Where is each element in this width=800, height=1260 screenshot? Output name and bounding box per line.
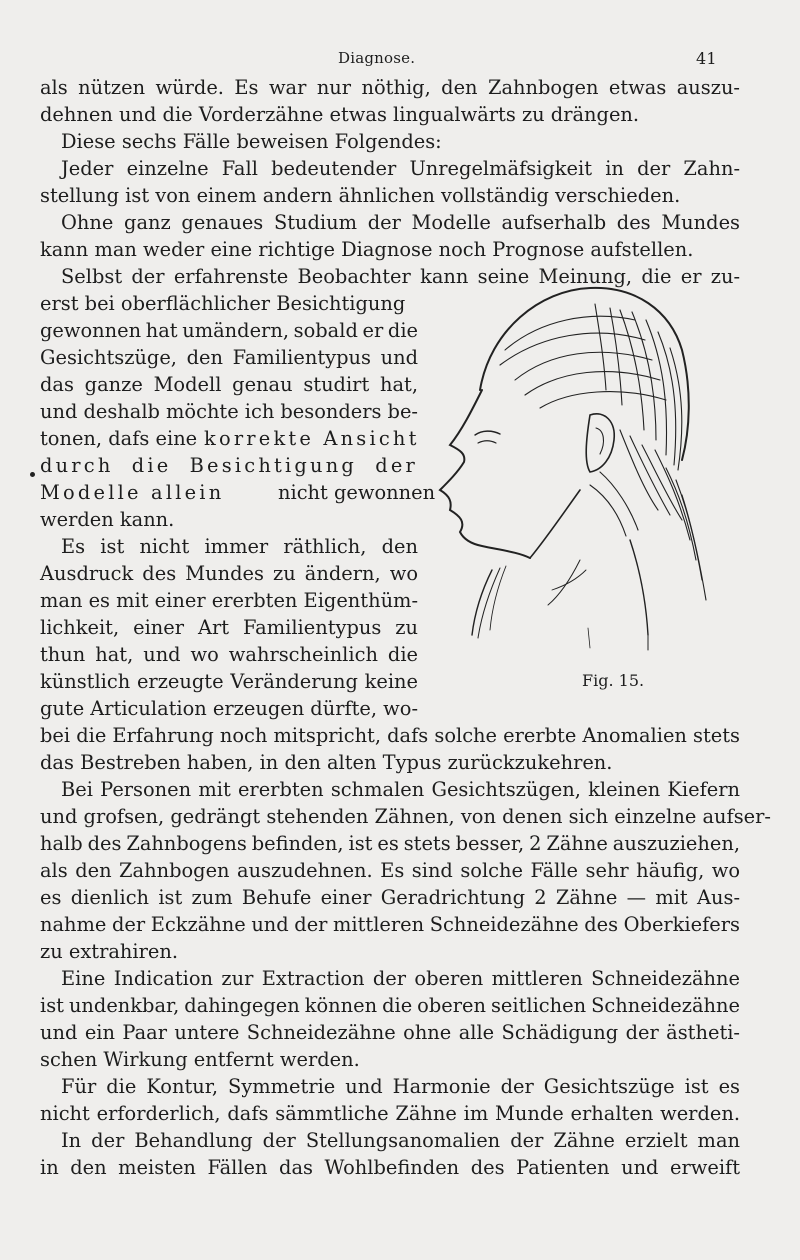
head-profile-illustration [420, 240, 720, 680]
text-line: und ein Paar untere Schneidezähne ohne alle Schädigung der ästheti- [40, 1021, 740, 1044]
text-line: schen Wirkung entfernt werden. [40, 1048, 360, 1071]
text-line: durch die Besichtigung der [40, 454, 418, 477]
text-line: tonen, dafs eine [40, 427, 198, 450]
text-line: dehnen und die Vorderzähne etwas lingualwärts zu drängen. [40, 103, 640, 126]
text-line: Ohne ganz genaues Studium der Modelle aufserhalb des Mundes [61, 211, 740, 234]
text-line: nahme der Eckzähne und der mittleren Schneidezähne des Oberkiefers [40, 913, 740, 936]
text-line: nicht gewonnen [278, 481, 436, 504]
text-line: in den meisten Fällen das Wohlbefinden des Patienten und erweift [40, 1156, 740, 1179]
text-line: es dienlich ist zum Behufe einer Geradrichtung 2 Zähne — mit Aus- [40, 886, 740, 909]
text-line: zu extrahiren. [40, 940, 178, 963]
text-line: werden kann. [40, 508, 175, 531]
text-line: das ganze Modell genau studirt hat, [40, 373, 418, 396]
text-line: Bei Personen mit ererbten schmalen Gesichtszügen, kleinen Kiefern [61, 778, 740, 801]
text-line: und deshalb möchte ich besonders be- [40, 400, 418, 423]
text-line: erst bei oberflächlicher Besichtigung [40, 292, 406, 315]
figure-caption: Fig. 15. [582, 671, 645, 690]
text-line: das Bestreben haben, in den alten Typus zurückzukehren. [40, 751, 613, 774]
margin-dot [30, 472, 35, 477]
text-line: Jeder einzelne Fall bedeutender Unregelmäfsigkeit in der Zahn- [61, 157, 740, 180]
text-line: thun hat, und wo wahrscheinlich die [40, 643, 418, 666]
text-line: stellung ist von einem andern ähnlichen vollständig verschieden. [40, 184, 681, 207]
text-line: nicht erforderlich, dafs sämmtliche Zähne im Munde erhalten werden. [40, 1102, 740, 1125]
text-line: Selbst der erfahrenste Beobachter kann seine Meinung, die er zu- [61, 265, 740, 288]
text-line: Für die Kontur, Symmetrie und Harmonie der Gesichtszüge ist es [61, 1075, 740, 1098]
text-line: Es ist nicht immer räthlich, den [61, 535, 418, 558]
text-line: und grofsen, gedrängt stehenden Zähnen, von denen sich einzelne aufser- [40, 805, 771, 828]
text-line: Diese sechs Fälle beweisen Folgendes: [61, 130, 442, 153]
text-line: Gesichtszüge, den Familientypus und [40, 346, 418, 369]
text-line: In der Behandlung der Stellungsanomalien der Zähne erzielt man [61, 1129, 740, 1152]
text-line: gewonnen hat umändern, sobald er die [40, 319, 418, 342]
text-line: künstlich erzeugte Veränderung keine [40, 670, 418, 693]
running-head [0, 49, 800, 75]
running-head-title: Diagnose. [338, 49, 416, 67]
text-line: lichkeit, einer Art Familientypus zu [40, 616, 418, 639]
text-line: bei die Erfahrung noch mitspricht, dafs solche ererbte Anomalien stets [40, 724, 740, 747]
text-line: gute Articulation erzeugen dürfte, wo- [40, 697, 418, 720]
text-line: korrekte Ansicht [204, 427, 420, 450]
text-line: Modelle allein [40, 481, 225, 504]
text-line: Ausdruck des Mundes zu ändern, wo [40, 562, 418, 585]
text-line: als den Zahnbogen auszudehnen. Es sind solche Fälle sehr häufig, wo [40, 859, 740, 882]
page-number: 41 [696, 49, 717, 68]
text-line: kann man weder eine richtige Diagnose noch Prognose aufstellen. [40, 238, 694, 261]
text-line: Eine Indication zur Extraction der oberen mittleren Schneidezähne [61, 967, 740, 990]
text-line: als nützen würde. Es war nur nöthig, den Zahnbogen etwas auszu- [40, 76, 740, 99]
text-line: man es mit einer ererbten Eigenthüm- [40, 589, 418, 612]
text-line: halb des Zahnbogens befinden, ist es stets besser, 2 Zähne auszuziehen, [40, 832, 740, 855]
text-line: ist undenkbar, dahingegen können die oberen seitlichen Schneidezähne [40, 994, 740, 1017]
